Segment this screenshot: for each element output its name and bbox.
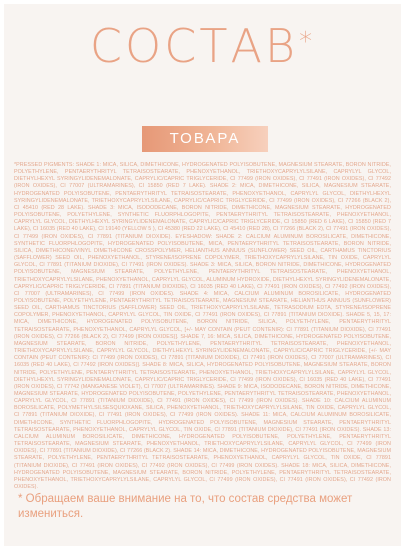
title-text: СОСТАВ: [89, 19, 299, 73]
title-asterisk: *: [299, 27, 316, 57]
composition-card: [4, 4, 401, 546]
ingredients-list: *PRESSED PIGMENTS: SHADE 1: MICA, SILICA, DIMETHICONE, HYDROGENATED POLYISOBUTENE, MAGNESIUM STEARATE, BORON NITRIDE, POLYETHYLENE, PENTAERYTHRITYL TETRAISOSTEARATE, PHENOXYETHANOL, TRIETHOXYCAPRYLYLSILANE, CAPRYLYL GLYCOL, DIETHYLHEXYL SYRINGYLIDENEMALONATE, CAPRYLIC/CAPRIC TRIGLYCERIDE, CI 77499 (IRON OXIDES), CI 77491 (IRON OXIDES), CI 77492 (IRON OXIDES), CI 77007 (ULTRAMARINES), CI 15850 (RED 7 LAKE). SHADE 2: MICA, DIMETHICONE, SILICA, MAGNESIUM STEARATE, HYDROGENATED POLYISOBUTENE, PENTAERYTHRITYL TETRAISOSTEARATE, PHENOXYETHANOL, CAPRYLYL GLYCOL, DIETHYLHEXYL SYRINGYLIDENEMALONATE, TRIETHOXYCAPRYLYLSILANE, CAPRYLIC/CAPRIC TRIGLYCERIDE, CI 77499 (IRON OXIDES), CI 77266 (BLACK 2), CI 45410 (RED 28 LAKE). SHADE 3: MICA, ISODODECANE, BORON NITRIDE, DIMETHICONE, MAGNESIUM STEARATE, HYDROGENATED POLYISOBUTENE, POLYETHYLENE, SYNTHETIC FLUORPHLOGOPITE, PENTAERYTHRITYL TETRAISOSTEARATE, PHENOXYETHANOL, CAPRYLYL GLYCOL, DIETHYLHEXYL SYRINGYLIDENEMALONATE, CAPRYLIC/CAPRIC TRIGLYCERIDE, CI 15850 (RED 6 LAKE), CI 15850 (RED 7 LAKE), CI 16035 (RED 40 LAKE), CI 19140 (YELLOW 5 ), CI 45380 (RED 22 LAKE), CI 45410 (RED 28), CI 77266 (BLACK 2), CI 77491 (IRON OXIDES), CI 77499 (IRON OXIDES), CI 77891 (TITANIUM DIOXIDE). EYESHADOW: SHADE 2: CALCIUM ALUMINUM BOROSILICATE, DIMETHICONE, SYNTHETIC FLUORPHLOGOPITE, HYDROGENATED POLYISOBUTENE, MICA, PENTAERYTHRITYL TETRAISOSTEARATE, BORON NITRIDE, SILICA, DIMETHICONE/VINYL DIMETHICONE CROSSPOLYMER, HELIANTHUS ANNUUS (SUNFLOWER) SEED OIL, CARTHAMUS TINCTORIUS (SAFFLOWER) SEED OIL, PHENOXYETHANOL, STYRENE/ISOPRENE COPOLYMER, TRIETHOXYCAPRYLYLSILANE, TIN OXIDE, CAPRYLYL GLYCOL, CI 77891 (TITANIUM DIOXIDE), CI 77491 (IRON OXIDES). SHADE 3: MICA, SILICA, BORON NITRIDE, DIMETHICONE, HYDROGENATED POLYISOBUTENE, MAGNESIUM STEARATE, POLYETHYLENE, PENTAERYTHRITYL TETRAISOSTEARATE, PHENOXYETHANOL, TRIETHOXYCAPRYLYLSILANE, PHENOXYETHANOL, CAPRYLYL GLYCOL, ALUMINUM HYDROXIDE, DIETHYLHEXYL SYRINGYLIDENEMALONATE, CAPRYLIC/CAPRIC TRIGLYCERIDE, CI 77891 (TITANIUM DIOXIDE), CI 16035 (RED 40 LAKE), CI 77491 (IRON OXIDES), CI 77492 (IRON OXIDES), CI 77007 (ULTRAMARINES), CI 77499 (IRON OXIDES). SHADE 4: MICA, CALCIUM ALUMINUM BOROSILICATE, HYDROGENATED POLYISOBUTENE, POLYETHYLENE, PENTAERYTHRITYL TETRAISOSTEARATE, MAGNESIUM STEARATE, HELIANTHUS ANNUUS (SUNFLOWER) SEED OIL, CARTHAMUS TINCTORIUS (SAFFLOWER) SEED OIL, TRIETHOXYCAPRYLYLSILANE, TETRASODIUM EDTA, STYRENE/ISOPRENE COPOLYMER, PHENOXYETHANOL, CAPRYLYL GLYCOL, TIN OXIDE, CI 77491 (IRON OXIDES), CI 77891 (TITANIUM DIOXIDE). SHADE 5, 15, 17: MICA, DIMETHICONE, HYDROGENATED POLYISOBUTENE, BORON NITRIDE, SILICA, POLYETHYLENE, PENTAERYTHRITYL TETRAISOSTEARATE, PHENOXYETHANOL, CAPRYLYL GLYCOL, [+/- MAY CONTAIN (PEUT CONTENIR): CI 77891 (TITANIUM DIOXIDE), CI 77491 (IRON OXIDES), CI 77266 (BLACK 2), CI 77499 (IRON OXIDES)]. SHADE 7, 16: MICA, SILICA, DIMETHICONE, HYDROGENATED POLYISOBUTENE, MAGNESIUM STEARATE, BORON NITRIDE, POLYETHYLENE, PENTAERYTHRITYL TETRAISOSTEARATE, PHENOXYETHANOL, TRIETHOXYCAPRYLYLSILANE, CAPRYLYL GLYCOL, DIETHYLHEXYL SYRINGYLIDENEMALONATE, CAPRYLIC/CAPRIC TRIGLYCERIDE, [+/- MAY CONTAIN (PEUT CONTENIR): CI 77499 (IRON OXIDES), CI 77891 (TITANIUM DIOXIDE), CI 77491 (IRON OXIDES), CI 77007 (ULTRAMARINES), CI 16035 (RED 40 LAKE), CI 77492 (IRON OXIDES)]. SHADE 8: MICA, SILICA, HYDROGENATED POLYISOBUTENE, MAGNESIUM STEARATE, BORON NITRIDE, POLYETHYLENE, PENTAERYTHRITYL TETRAISOSTEARATE, PHENOXYETHANOL, TRIETHOXYCAPRYLYLSILANE, CAPRYLYL GLYCOL, DIETHYLHEXYL SYRINGYLIDENEMALONATE, CAPRYLIC/CAPRIC TRIGLYCERIDE, CI 77499 (IRON OXIDES), CI 16035 (RED 40 LAKE), CI 77491 (IRON OXIDES), CI 77742 (MANGANESE VIOLET), CI 77007 (ULTRAMARINES). SHADE 9: MICA, ISODODECANE, BORON NITRIDE, DIMETHICONE, MAGNESIUM STEARATE, HYDROGENATED POLYISOBUTENE, POLYETHYLENE, PENTAERYTHRITYL TETRAISOSTEARATE, PHENOXYETHANOL, CAPRYLYL GLYCOL, CI 77891 (TITANIUM DIOXIDE), CI 77491 (IRON OXIDES), CI 77499 (IRON OXIDES). SHADE 10: CALCIUM ALUMINUM BOROSILICATE, POLYMETHYLSILSESQUIOXANE, SILICA, PHENOXYETHANOL, TRIETHOXYCAPRYLYLSILANE, TIN OXIDE, CAPRYLYL GLYCOL, CI 77891 (TITANIUM DIOXIDE), CI 77491 (IRON OXIDES), CI 77499 (IRON OXIDES). SHADE 11: MICA, CALCIUM ALUMINUM BOROSILICATE, DIMETHICONE, SYNTHETIC FLUORPHLOGOPITE, HYDROGENATED POLYISOBUTENE, MAGNESIUM STEARATE, PENTAERYTHRITYL TETRAISOSTEARATE, PHENOXYETHANOL, CAPRYLYL GLYCOL, TIN OXIDE, CI 77891 (TITANIUM DIOXIDE), CI 77491 (IRON OXIDES). SHADE 13: CALCIUM ALUMINUM BOROSILICATE, DIMETHICONE, HYDROGENATED POLYISOBUTENE, POLYETHYLENE, PENTAERYTHRITYL TETRAISOSTEARATE, MAGNESIUM STEARATE, PHENOXYETHANOL, TRIETHOXYCAPRYLYLSILANE, CAPRYLYL GLYCOL, CI 77499 (IRON OXIDES), CI 77891 (TITANIUM DIOXIDE), CI 77266 (BLACK 2). SHADE 14: MICA, DIMETHICONE, HYDROGENATED POLYISOBUTENE, MAGNESIUM STEARATE, POLYETHYLENE, PENTAERYTHRITYL TETRAISOSTEARATE, PHENOXYETHANOL, CAPRYLYL GLYCOL, TIN OXIDE, CI 77891 (TITANIUM DIOXIDE), CI 77491 (IRON OXIDES), CI 77492 (IRON OXIDES), CI 77499 (IRON OXIDES). SHADE 18: MICA, SILICA, DIMETHICONE, HYDROGENATED POLYISOBUTENE, MAGNESIUM STEARATE, BORON NITRIDE, POLYETHYLENE, PENTAERYTHRITYL TETRAISOSTEARATE, PHENOXYETHANOL, TRIETHOXYCAPRYLYLSILANE, CAPRYLYL GLYCOL, CI 77499 (IRON OXIDES), CI 77491 (IRON OXIDES), CI 77492 (IRON OXIDES).: [14, 162, 391, 491]
subtitle-badge: ТОВАРА: [142, 126, 268, 152]
page-title: [4, 20, 401, 72]
disclaimer-note: * Обращаем ваше внимание на то, что состав средства может измениться.: [18, 493, 353, 520]
